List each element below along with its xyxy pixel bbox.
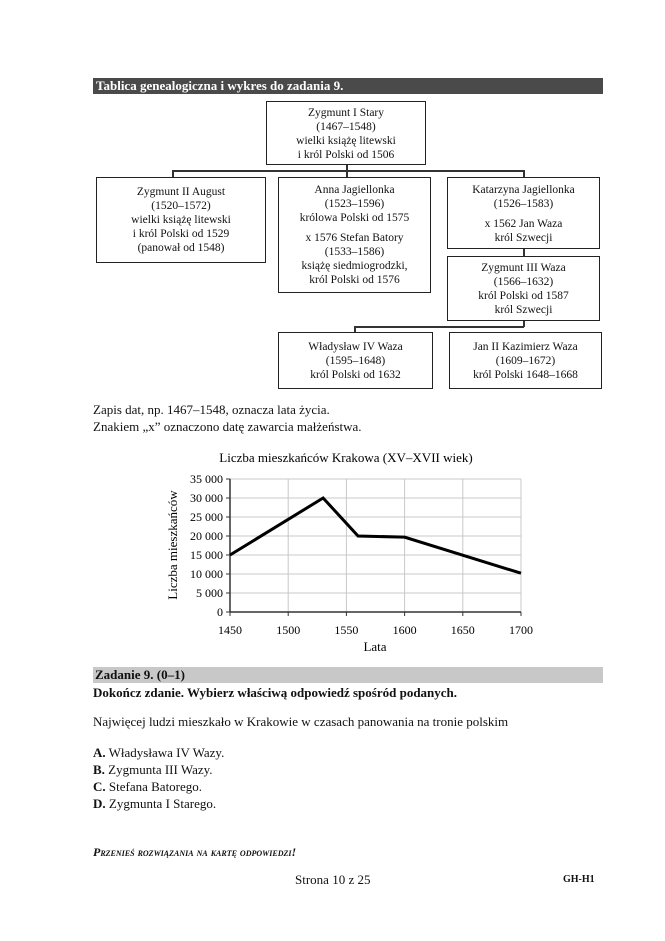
- task-question: Najwięcej ludzi mieszkało w Krakowie w czasach panowania na tronie polskim: [93, 714, 509, 729]
- x-tick-label: 1600: [392, 623, 417, 637]
- spouse-dates: (1533–1586): [324, 246, 385, 258]
- option-letter: C.: [93, 779, 106, 794]
- y-tick-label: 30 000: [190, 491, 223, 505]
- title: król Szwecji: [494, 304, 553, 316]
- y-tick-label: 10 000: [190, 567, 223, 581]
- option-letter: D.: [93, 796, 106, 811]
- chart-axes: [226, 479, 521, 616]
- exam-code: GH-H1: [563, 874, 595, 885]
- option-text: Zygmunta III Wazy.: [108, 762, 213, 777]
- x-tick-label: 1650: [450, 623, 475, 637]
- chart-grid: [230, 479, 521, 612]
- option-letter: B.: [93, 762, 105, 777]
- title: (panował od 1548): [137, 242, 225, 254]
- chart-ylabel: Liczba mieszkańców: [165, 490, 180, 600]
- y-tick-label: 20 000: [190, 529, 223, 543]
- name: Zygmunt I Stary: [307, 107, 385, 119]
- spouse: x 1562 Jan Waza: [484, 218, 563, 230]
- dates: (1467–1548): [316, 121, 376, 133]
- page-number: Strona 10 z 25: [295, 872, 371, 887]
- spouse-title: król Szwecji: [494, 232, 553, 244]
- option-d[interactable]: [93, 795, 216, 812]
- option-c[interactable]: [93, 778, 202, 795]
- x-tick-label: 1450: [218, 623, 242, 637]
- option-text: Władysława IV Wazy.: [108, 745, 225, 760]
- spouse: x 1576 Stefan Batory: [305, 232, 404, 244]
- y-tick-label: 15 000: [190, 548, 223, 562]
- title: i król Polski od 1506: [297, 149, 395, 161]
- name: Anna Jagiellonka: [314, 184, 395, 196]
- name: Jan II Kazimierz Waza: [473, 341, 578, 353]
- title: król Polski od 1587: [478, 290, 569, 302]
- note-marriage: Znakiem „x” oznaczono datę zawarcia małżeństwa.: [93, 419, 362, 434]
- spouse-title: książę siedmiogrodzki,: [301, 260, 408, 272]
- note-dates: Zapis dat, np. 1467–1548, oznacza lata życia.: [93, 402, 330, 417]
- title: wielki książę litewski: [296, 135, 396, 147]
- y-tick-label: 35 000: [190, 472, 223, 486]
- option-letter: A.: [93, 745, 106, 760]
- spouse-title: król Polski od 1576: [309, 274, 400, 286]
- x-tick-label: 1500: [276, 623, 301, 637]
- option-a[interactable]: [93, 744, 224, 761]
- dates: (1566–1632): [493, 276, 554, 288]
- chart-xlabel: Lata: [363, 639, 387, 654]
- y-tick-label: 0: [217, 605, 223, 619]
- x-tick-label: 1700: [509, 623, 533, 637]
- title: król Polski od 1632: [310, 369, 401, 381]
- x-tick-labels: [218, 623, 533, 637]
- transfer-answers-note: Przenieś rozwiązania na kartę odpowiedzi!: [93, 845, 297, 859]
- dates: (1523–1596): [324, 198, 385, 210]
- chart-title: Liczba mieszkańców Krakowa (XV–XVII wiek): [219, 450, 473, 465]
- section-header: Tablica genealogiczna i wykres do zadania 9.: [93, 78, 603, 94]
- y-tick-label: 5 000: [196, 586, 223, 600]
- option-b[interactable]: [93, 761, 213, 778]
- name: Katarzyna Jagiellonka: [472, 184, 575, 196]
- title: król Polski 1648–1668: [473, 369, 578, 381]
- x-tick-label: 1550: [334, 623, 359, 637]
- title: królowa Polski od 1575: [299, 212, 410, 224]
- title: wielki książę litewski: [131, 214, 231, 226]
- dates: (1609–1672): [495, 355, 556, 367]
- name: Zygmunt II August: [136, 186, 226, 198]
- dates: (1595–1648): [325, 355, 386, 367]
- y-tick-labels: [190, 472, 223, 619]
- name: Zygmunt III Waza: [481, 262, 566, 274]
- option-text: Zygmunta I Starego.: [108, 796, 217, 811]
- dates: (1526–1583): [493, 198, 554, 210]
- task-instruction: Dokończ zdanie. Wybierz właściwą odpowiedź spośród podanych.: [93, 685, 458, 700]
- dates: (1520–1572): [151, 200, 211, 212]
- y-tick-label: 25 000: [190, 510, 223, 524]
- option-text: Stefana Batorego.: [108, 779, 203, 794]
- title: i król Polski od 1529: [132, 228, 230, 240]
- name: Władysław IV Waza: [308, 341, 403, 353]
- task-header: Zadanie 9. (0–1): [93, 667, 603, 683]
